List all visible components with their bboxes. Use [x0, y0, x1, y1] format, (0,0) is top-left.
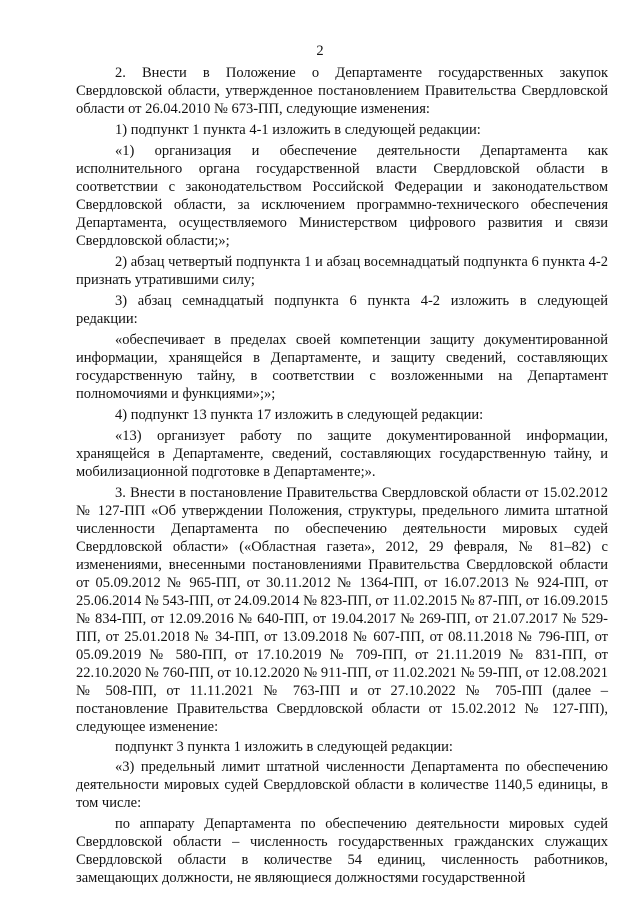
paragraph-2-4-text: «13) организует работу по защите документированной информации, хранящейся в Департаменте, сведений, составляющих государственную тайну, и мобилизационной подготовке в Департаменте;». [76, 428, 608, 480]
page-number: 2 [316, 43, 324, 59]
paragraph-2-2: 2) абзац четвертый подпункта 1 и абзац восемнадцатый подпункта 6 пункта 4-2 признать утратившими силу; [76, 254, 608, 288]
paragraph-3-intro: 3. Внести в постановление Правительства Свердловской области от 15.02.2012 № 127-ПП «Об утверждении Положения, структуры, предельного лимита штатной численности Департамента по обеспечению деятельности мировых судей Свердловской области» («Областная газета», 2012, 29 февраля, № 81–82) с изменениями, внесенными постановлениями Правительства Свердловской области от 05.09.2012 № 965-ПП, от 30.11.2012 № 1364-ПП, от 16.07.2013 № 924-ПП, от 25.06.2014 № 543-ПП, от 24.09.2014 № 823-ПП, от 11.02.2015 № 87-ПП, от 16.09.2015 № 834-ПП, от 12.09.2016 № 640-ПП, от 19.04.2017 № 269-ПП, от 21.07.2017 № 529-ПП, от 25.01.2018 № 34-ПП, от 13.09.2018 № 607-ПП, от 08.11.2018 № 796-ПП, от 05.09.2019 № 580-ПП, от 17.10.2019 № 709-ПП, от 21.11.2019 № 831-ПП, от 22.10.2020 № 760-ПП, от 10.12.2020 № 911-ПП, от 11.02.2021 № 59-ПП, от 12.08.2021 № 508-ПП, от 11.11.2021 № 763-ПП и от 27.10.2022 № 705-ПП (далее – постановление Правительства Свердловской области от 15.02.2012 № 127-ПП), следующее изменение: [76, 485, 608, 735]
paragraph-2-1-text: «1) организация и обеспечение деятельности Департамента как исполнительного органа государственной власти Свердловской области в соответствии с законодательством Российской Федерации и законодательством Свердловской области, за исключением программно-технического обеспечения Департамента, осуществляемого Министерством цифрового развития и связи Свердловской области;»; [76, 143, 608, 249]
paragraph-2-intro: 2. Внести в Положение о Департаменте государственных закупок Свердловской области, утвержденное постановлением Правительства Свердловской области от 26.04.2010 № 673-ПП, следующие изменения: [76, 65, 608, 117]
paragraph-2-3-text: «обеспечивает в пределах своей компетенции защиту документированной информации, хранящейся в Департаменте, и защиту сведений, составляющих государственную тайну, в соответствии с возложенными на Департамент полномочиями и функциями»;»; [76, 332, 608, 402]
paragraph-2-3: 3) абзац семнадцатый подпункта 6 пункта 4-2 изложить в следующей редакции: [76, 293, 608, 327]
document-body [76, 64, 608, 890]
paragraph-2-4: 4) подпункт 13 пункта 17 изложить в следующей редакции: [115, 407, 484, 423]
paragraph-2-1: 1) подпункт 1 пункта 4-1 изложить в следующей редакции: [115, 122, 481, 138]
paragraph-3-text: «3) предельный лимит штатной численности Департамента по обеспечению деятельности мировых судей Свердловской области в количестве 1140,5 единицы, в том числе: [76, 759, 608, 811]
paragraph-3-apparatus: по аппарату Департамента по обеспечению деятельности мировых судей Свердловской области – численность государственных гражданских служащих Свердловской области в количестве 54 единиц, численность работников, замещающих должности, не являющиеся должностями государственной [76, 816, 608, 886]
paragraph-3-instruction: подпункт 3 пункта 1 изложить в следующей редакции: [115, 739, 453, 755]
